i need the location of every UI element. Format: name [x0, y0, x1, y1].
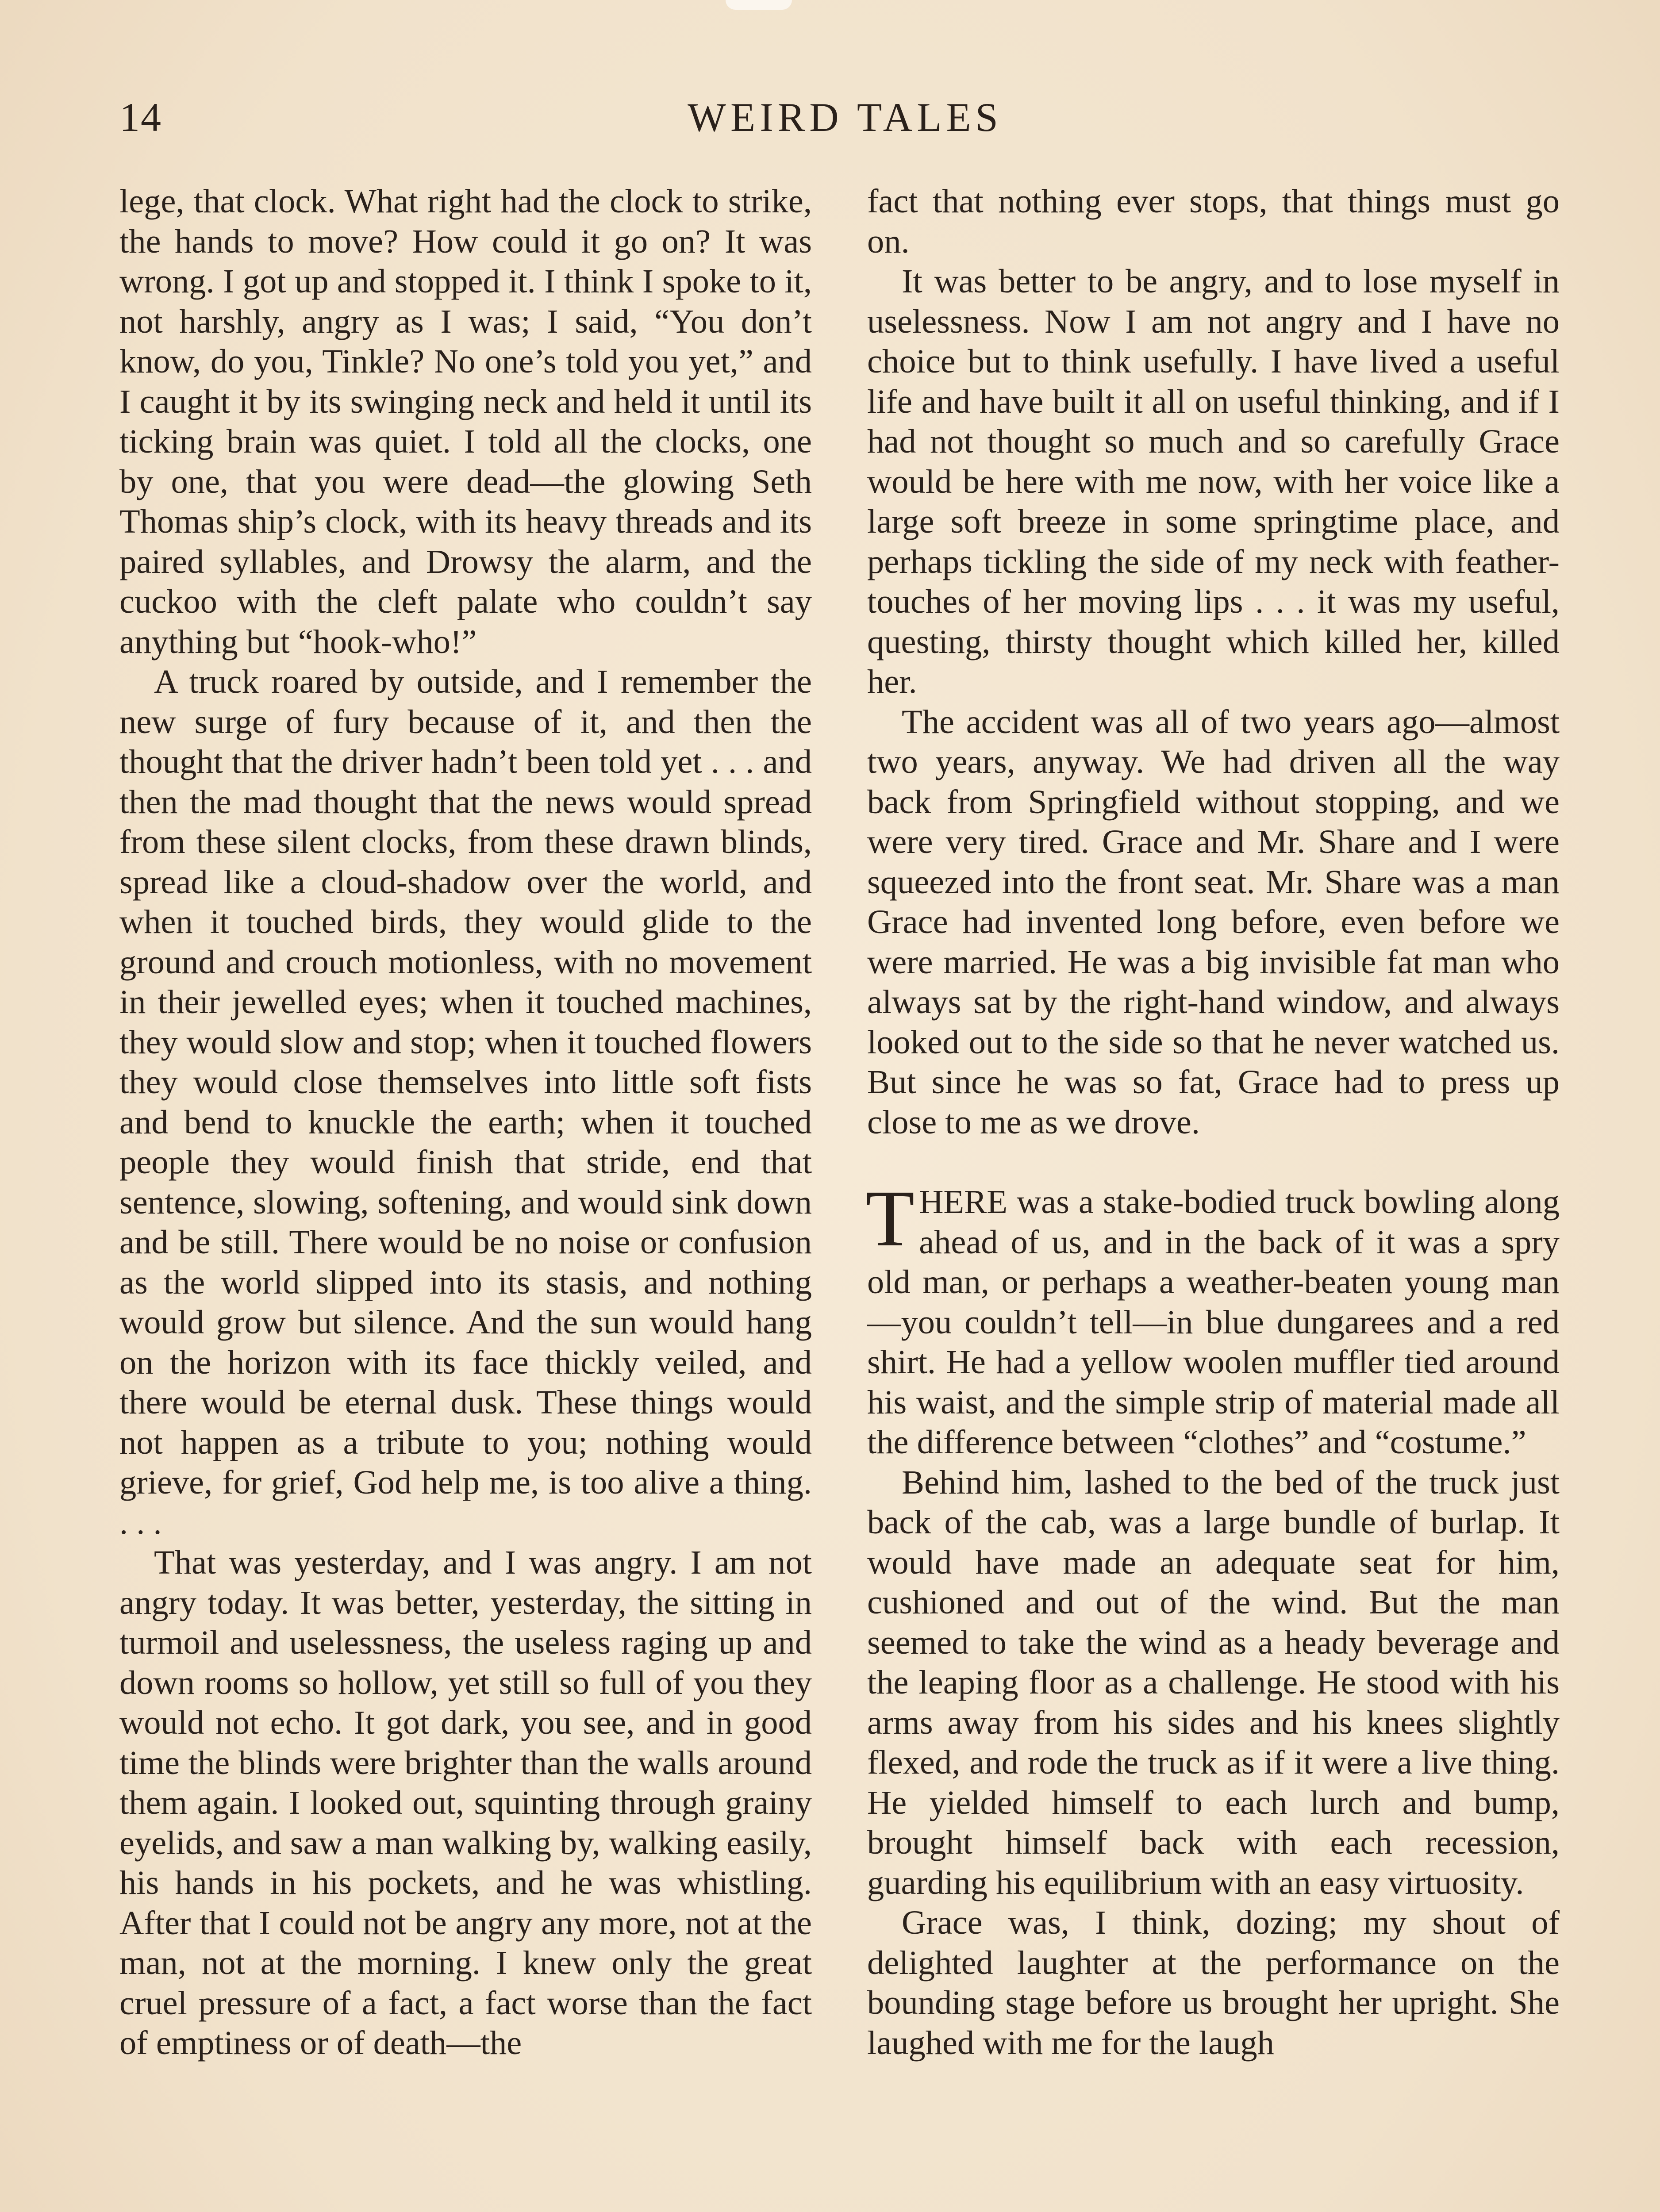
paragraph-with-dropcap	[865, 1174, 1560, 1463]
paragraph: The accident was all of two years ago—almost two years, anyway. We had driven all the way back from Springfield without stopping, and we were very tired. Grace and Mr. Share and I were squeezed into the front seat. Mr. Share was a man Grace had invented long before, even before we were married. He was a big invisible fat man who always sat by the right-hand window, and always looked out to the side so that he never watched us. But since he was so fat, Grace had to press up close to me as we drove.	[867, 703, 1560, 1141]
paragraph: fact that nothing ever stops, that things must go on.	[867, 182, 1560, 260]
drop-cap: T	[865, 1174, 915, 1263]
page-header	[119, 91, 1571, 153]
left-column	[119, 181, 812, 2063]
section-break	[867, 1142, 1560, 1182]
page-number: 14	[119, 95, 162, 140]
paragraph: Grace was, I think, dozing; my shout of delighted laughter at the performance on the bounding stage before us brought her upright. She laughed with me for the laugh	[867, 1904, 1560, 2062]
paragraph: lege, that clock. What right had the clock to strike, the hands to move? How could it go on? It was wrong. I got up and stopped it. I think I spoke to it, not harshly, angry as I was; I said, “You don’t know, do you, Tinkle? No one’s told you yet,” and I caught it by its swinging neck and held it until its ticking brain was quiet. I told all the clocks, one by one, that you were dead—the glowing Seth Thomas ship’s clock, with its heavy threads and its paired syllables, and Drowsy the alarm, and the cuckoo with the cleft palate who couldn’t say anything but “hook-who!”	[119, 182, 812, 661]
paper-edge-tab	[726, 0, 792, 10]
paragraph: Behind him, lashed to the bed of the truck just back of the cab, was a large bundle of burlap. It would have made an adequate seat for him, cushioned and out of the wind. But the man seemed to take the wind as a heady beverage and the leaping floor as a challenge. He stood with his arms away from his sides and his knees slightly flexed, and rode the truck as if it were a live thing. He yielded himself to each lurch and bump, brought himself back with each recession, guarding his equilibrium with an easy virtuosity.	[867, 1463, 1560, 1901]
paragraph: A truck roared by outside, and I remember the new surge of fury because of it, and then the thought that the driver hadn’t been told yet . . . and then the mad thought that the news would spread from these silent clocks, from these drawn blinds, spread like a cloud-shadow over the world, and when it touched birds, they would glide to the ground and crouch motionless, with no movement in their jewelled eyes; when it touched machines, they would slow and stop; when it touched flowers they would close themselves into little soft fists and bend to knuckle the earth; when it touched people they would finish that stride, end that sentence, slowing, softening, and would sink down and be still. There would be no noise or confusion as the world slipped into its stasis, and nothing would grow but silence. And the sun would hang on the horizon with its face thickly veiled, and there would be eternal dusk. These things would not happen as a tribute to you; nothing would grieve, for grief, God help me, is too alive a thing. . . .	[119, 663, 812, 1541]
paragraph: It was better to be angry, and to lose myself in uselessness. Now I am not angry and I have no choice but to think usefully. I have lived a useful life and have built it all on useful thinking, and if I had not thought so much and so carefully Grace would be here with me now, with her voice like a large soft breeze in some springtime place, and perhaps tickling the side of my neck with feather-touches of her moving lips . . . it was my useful, questing, thirsty thought which killed her, killed her.	[867, 262, 1560, 700]
magazine-title: WEIRD TALES	[688, 95, 1003, 140]
paragraph: That was yesterday, and I was angry. I am not angry today. It was better, yesterday, the sitting in turmoil and uselessness, the useless raging up and down rooms so hollow, yet still so full of you they would not echo. It got dark, you see, and in good time the blinds were brighter than the walls around them again. I looked out, squinting through grainy eyelids, and saw a man walking by, walking easily, his hands in his pockets, and he was whistling. After that I could not be angry any more, not at the man, not at the morning. I knew only the great cruel pressure of a fact, a fact worse than the fact of emptiness or of death—the	[119, 1544, 812, 2062]
right-column	[867, 181, 1560, 2063]
paragraph-text: HERE was a stake-bodied truck bowling along ahead of us, and in the back of it was a spry old man, or perhaps a weather-beaten young man—you couldn’t tell—in blue dungarees and a red shirt. He had a yellow woolen muffler tied around his waist, and the simple strip of material made all the difference between “clothes” and “costume.”	[867, 1183, 1560, 1461]
